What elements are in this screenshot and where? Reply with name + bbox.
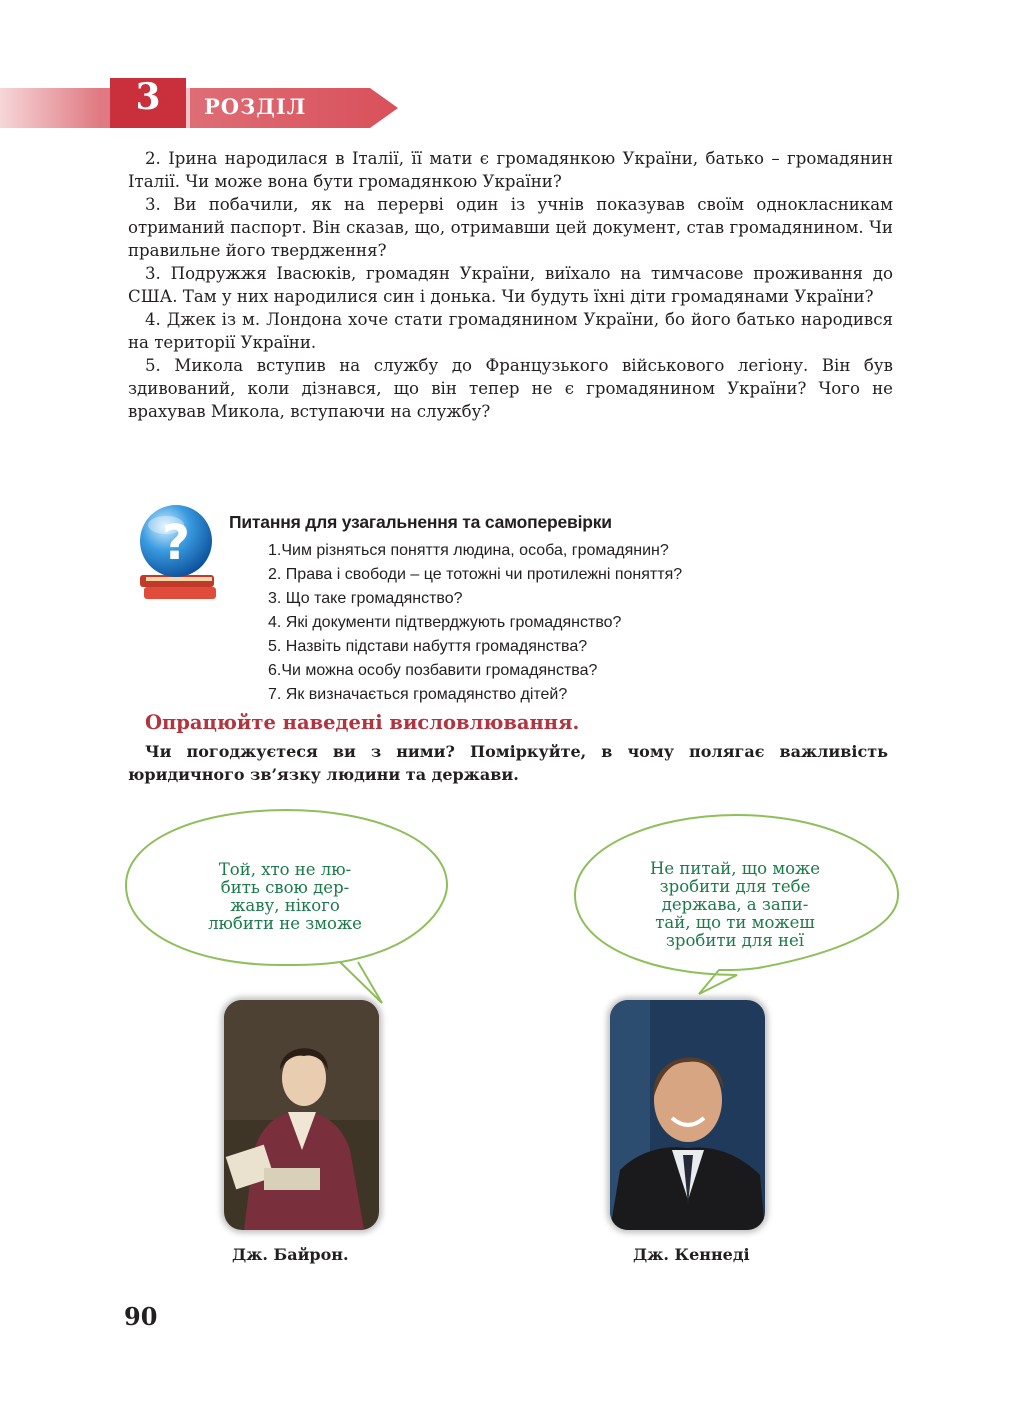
review-question: 6.Чи можна особу позбавити громадянства?: [268, 662, 598, 679]
quote-line: жаву, нікого: [230, 896, 340, 915]
task-item: 2. Ірина народилася в Італії, її мати є громадянкою України, батько – громадянин Італії. Чи може вона бути громадянкою України?: [128, 149, 893, 191]
review-heading: Питання для узагальнення та самоперевірки: [229, 512, 612, 532]
section-title: Опрацюйте наведені висловлювання.: [145, 711, 580, 734]
task-item: 4. Джек із м. Лондона хоче стати громадянином України, бо його батько народився на території України.: [128, 310, 893, 352]
section-instructions: Чи погоджуєтеся ви з ними? Поміркуйте, в чому полягає важливість юридичного зв’язку людини та держави.: [128, 742, 888, 784]
caption-byron: Дж. Байрон.: [232, 1245, 349, 1264]
portrait-byron: [224, 1000, 379, 1230]
quote-line: Той, хто не лю-: [218, 860, 352, 879]
review-question: 1.Чим різняться поняття людина, особа, громадянин?: [268, 542, 669, 559]
review-question: 2. Права і свободи – це тотожні чи протилежні поняття?: [268, 566, 683, 583]
chapter-title: РОЗДІЛ: [204, 94, 307, 119]
quote-line: бить свою дер-: [220, 878, 350, 897]
task-item: 3. Подружжя Івасюків, громадян України, виїхало на тимчасове проживання до США. Там у них народилися син і донька. Чи будуть їхні діти громадянами України?: [128, 264, 893, 306]
review-question: 5. Назвіть підстави набуття громадянства?: [268, 638, 588, 655]
quote-line: любити не зможе: [208, 914, 362, 933]
chapter-number: 3: [135, 76, 161, 118]
task-item: 3. Ви побачили, як на перерві один із учнів показував своїм однокласникам отриманий паспорт. Він сказав, що, отримавши цей документ, став громадянином. Чи правильне його твердження?: [128, 195, 893, 260]
quote-line: Не питай, що може: [649, 859, 821, 878]
quote-line: зробити для неї: [665, 931, 805, 950]
quote-line: тай, що ти можеш: [655, 913, 815, 932]
quote-line: держава, а запи-: [661, 895, 809, 914]
page-number: 90: [124, 1302, 158, 1331]
review-question: 4. Які документи підтверджують громадянство?: [268, 614, 622, 631]
quote-byron: [190, 861, 380, 933]
svg-text:?: ?: [162, 515, 190, 571]
quote-line: зробити для тебе: [659, 877, 811, 896]
review-question: 7. Як визначається громадянство дітей?: [268, 686, 568, 703]
task-item: 5. Микола вступив на службу до Французького військового легіону. Він був здивований, коли дізнався, що він тепер не є громадянином України? Чого не врахував Микола, вступаючи на службу?: [128, 356, 893, 421]
review-question: 3. Що таке громадянство?: [268, 590, 463, 607]
quote-kennedy: [625, 860, 845, 950]
portrait-kennedy: [610, 1000, 765, 1230]
caption-kennedy: Дж. Кеннеді: [633, 1245, 750, 1264]
